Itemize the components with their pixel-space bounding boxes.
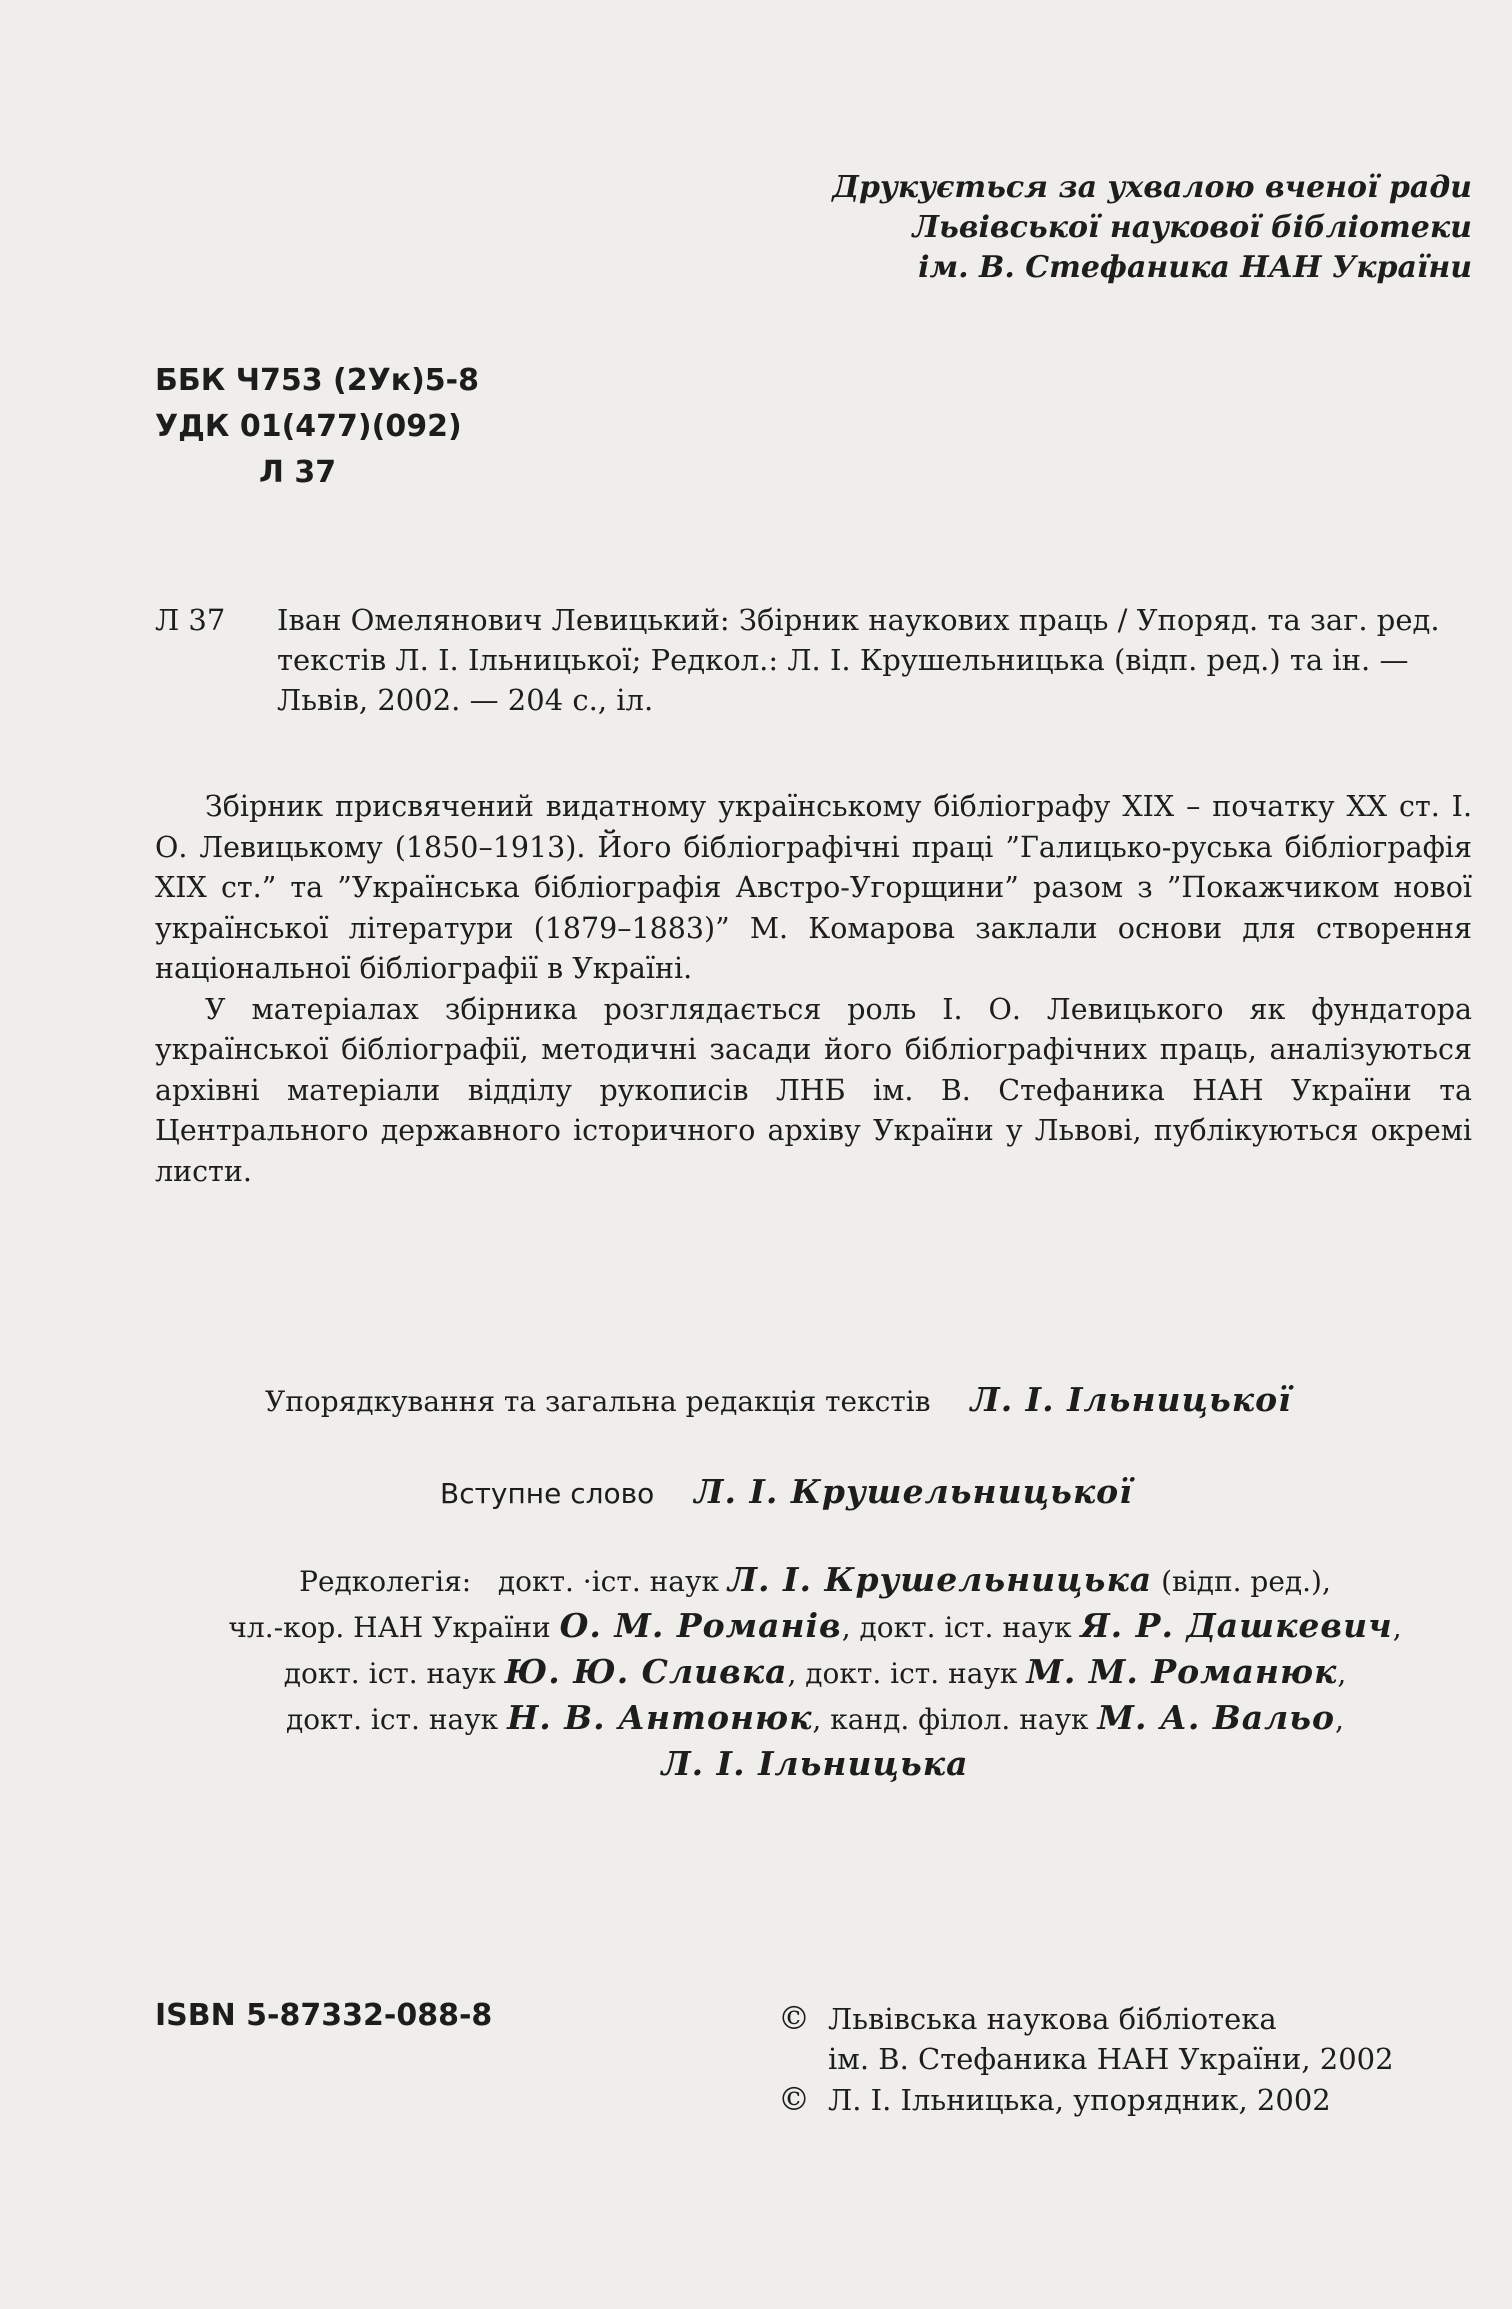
approval-line: Львівської наукової бібліотеки xyxy=(912,210,1472,245)
copyright-symbol: © xyxy=(778,1999,810,2037)
board-member: М. А. Вальо xyxy=(1097,1698,1336,1737)
board-label: Редколегія: xyxy=(299,1565,472,1598)
board-title: докт. ·іст. наук xyxy=(497,1565,719,1598)
board-punct: , xyxy=(1337,1657,1347,1690)
copyright-line xyxy=(778,1998,1394,2039)
classification-codes xyxy=(155,358,479,496)
board-line xyxy=(150,1696,1480,1742)
board-note: (відп. ред.), xyxy=(1161,1565,1331,1598)
copyright-holder: Львівська наукова бібліотека xyxy=(828,2002,1277,2036)
board-title: докт. іст. наук xyxy=(283,1657,496,1690)
board-member: Я. Р. Дашкевич xyxy=(1080,1606,1393,1645)
catalog-mark: Л 37 xyxy=(155,603,226,637)
author-mark: Л 37 xyxy=(259,455,337,490)
board-title: , канд. філол. наук xyxy=(812,1703,1089,1736)
editorial-board xyxy=(150,1558,1480,1788)
board-line xyxy=(150,1742,1480,1788)
catalog-description: Іван Омелянович Левицький: Збірник наукових праць / Упоряд. та заг. ред. текстів Л. І. Ільницької; Редкол.: Л. І. Крушельницька (відп. ред.) та ін. — Львів, 2002. — 204 с., іл. xyxy=(277,603,1440,717)
board-punct: , xyxy=(1335,1703,1344,1736)
isbn: ISBN 5-87332-088-8 xyxy=(155,1998,493,2033)
board-member: Ю. Ю. Сливка xyxy=(504,1652,788,1691)
board-title: докт. іст. наук xyxy=(286,1703,499,1736)
annotation-paragraph: Збірник присвячений видатному українському бібліографу XIX – початку XX ст. І. О. Левицькому (1850–1913). Його бібліографічні праці ”Галицько-руська бібліографія XIX ст.” та ”Українська бібліографія Австро-Угорщини” разом з ”Покажчиком нової української літератури (1879–1883)” М. Комарова заклали основи для створення національної бібліографії в Україні. xyxy=(155,790,1472,985)
copyright-symbol: © xyxy=(778,2080,810,2118)
board-title: чл.-кор. НАН України xyxy=(228,1611,551,1644)
compiled-by xyxy=(265,1380,1292,1419)
board-line xyxy=(150,1604,1480,1650)
board-member: М. М. Романюк xyxy=(1026,1652,1338,1691)
board-member: Л. І. Ільницька xyxy=(661,1744,969,1783)
board-member: Н. В. Антонюк xyxy=(507,1698,813,1737)
copyright-line xyxy=(778,2079,1394,2120)
board-line xyxy=(150,1558,1480,1604)
approval-line: Друкується за ухвалою вченої ради xyxy=(832,170,1472,205)
udk-code: УДК 01(477)(092) xyxy=(155,409,462,444)
board-member: О. М. Романів xyxy=(559,1606,842,1645)
board-title: , докт. іст. наук xyxy=(841,1611,1072,1644)
foreword-by xyxy=(440,1472,1133,1511)
copyright-block xyxy=(778,1998,1394,2120)
board-title: , докт. іст. наук xyxy=(787,1657,1018,1690)
compiled-name: Л. І. Ільницької xyxy=(970,1380,1292,1419)
board-member: Л. І. Крушельницька xyxy=(727,1560,1153,1599)
foreword-name: Л. І. Крушельницької xyxy=(694,1472,1133,1511)
board-line xyxy=(150,1650,1480,1696)
bbk-code: ББК Ч753 (2Ук)5-8 xyxy=(155,363,479,398)
copyright-holder: Л. І. Ільницька, упорядник, 2002 xyxy=(828,2083,1331,2117)
annotation-paragraph: У матеріалах збірника розглядається роль І. О. Левицького як фундатора української бібліографії, методичні засади його бібліографічних праць, аналізуються архівні матеріали відділу рукописів ЛНБ ім. В. Стефаника НАН України та Центрального державного історичного архіву України у Львові, публікуються окремі листи. xyxy=(155,992,1472,1188)
foreword-label: Вступне слово xyxy=(440,1477,655,1510)
annotation xyxy=(155,787,1472,1192)
approval-line: ім. В. Стефаника НАН України xyxy=(918,250,1472,285)
print-approval-note xyxy=(832,168,1472,288)
copyright-holder-cont: ім. В. Стефаника НАН України, 2002 xyxy=(828,2042,1394,2076)
catalog-entry xyxy=(155,600,1475,720)
compiled-label: Упорядкування та загальна редакція текстів xyxy=(265,1385,931,1418)
board-punct: , xyxy=(1392,1611,1402,1644)
